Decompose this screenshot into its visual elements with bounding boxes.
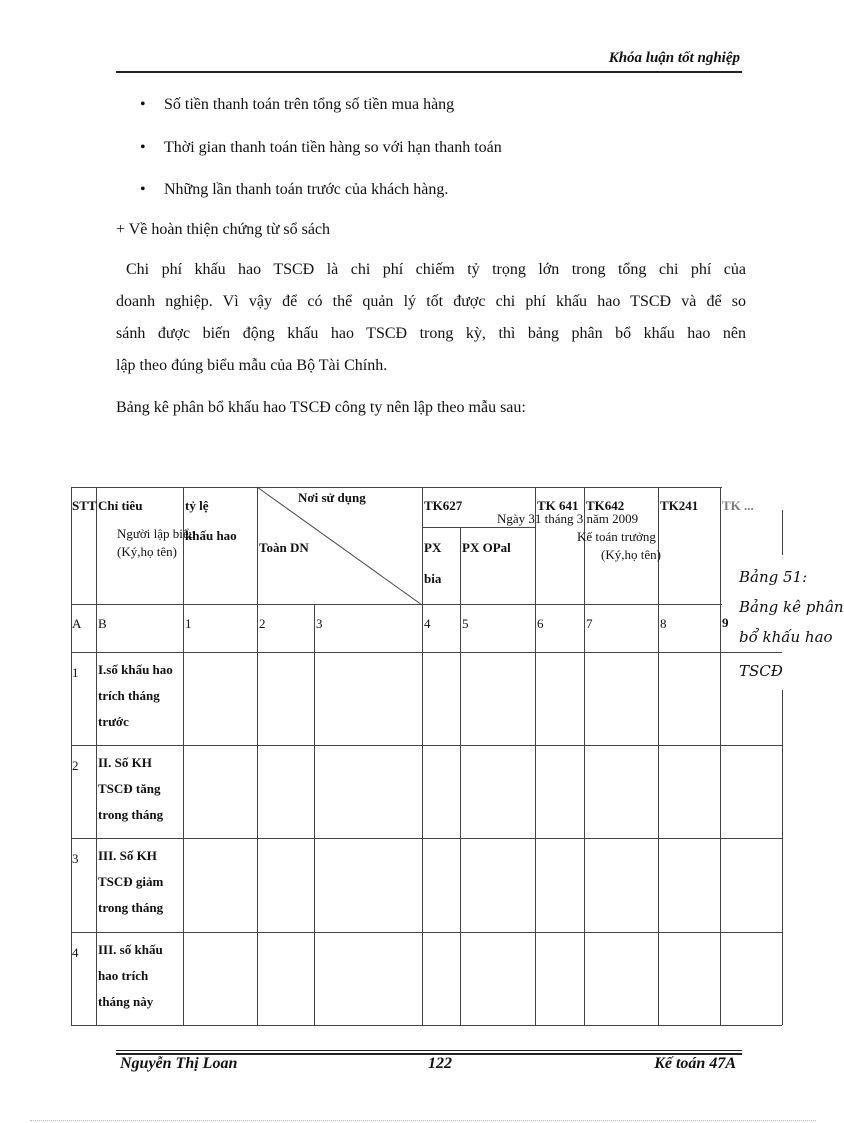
table-col-line — [535, 487, 536, 1025]
table-col-line — [782, 510, 783, 555]
header-ty-le: tỷ lệ — [185, 498, 209, 513]
header-stt: STT — [72, 498, 97, 513]
header-px-opal: PX OPal — [462, 540, 511, 555]
header-tk642: TK642 — [586, 498, 625, 513]
row-label-line: TSCĐ tăng — [98, 781, 161, 796]
col-code: 3 — [316, 616, 323, 631]
signature-date: Ngày 31 tháng 3 năm 2009 — [497, 511, 639, 526]
signature-chief-accountant-note: (Ký,họ tên) — [601, 547, 661, 562]
table-rule — [71, 652, 782, 653]
bullet-text: Thời gian thanh toán tiền hàng so với hạn thanh toán — [164, 139, 502, 156]
col-code: 7 — [586, 616, 593, 631]
row-label-line: trong tháng — [98, 900, 164, 915]
row-label-line: TSCĐ giảm — [98, 874, 164, 889]
caption-line-2: Bảng kê phân — [739, 598, 844, 616]
footer-rule — [116, 1050, 742, 1051]
col-code: 5 — [462, 616, 469, 631]
paragraph-line-2: doanh nghiệp. Vì vậy để có thể quản lý tốt được chi phí khấu hao TSCĐ và để so — [116, 293, 746, 310]
header-tk641: TK 641 — [537, 498, 579, 513]
table-rule — [71, 1025, 782, 1026]
row-label-line: trong tháng — [98, 807, 164, 822]
table-col-line — [183, 487, 184, 1025]
table-col-line — [782, 690, 783, 1025]
table-col-line — [460, 527, 461, 1025]
paragraph-line-3: sánh được biến động khấu hao TSCĐ trong kỳ, thì bảng phân bổ khấu hao nên — [116, 325, 746, 342]
bullet-icon: • — [140, 181, 146, 198]
bullet-text: Những lần thanh toán trước của khách hàng. — [164, 181, 449, 198]
table-rule — [71, 932, 782, 933]
header-tk627: TK627 — [424, 498, 463, 513]
bullet-text: Số tiền thanh toán trên tổng số tiền mua hàng — [164, 96, 455, 113]
row-label-line: II. Số KH — [98, 755, 152, 770]
col-code: 1 — [185, 616, 192, 631]
signature-preparer-note: (Ký,họ tên) — [117, 544, 177, 559]
row-stt: 3 — [72, 851, 79, 866]
signature-preparer: Người lập biểu — [117, 526, 196, 541]
col-code: 2 — [259, 616, 266, 631]
table-rule — [71, 838, 782, 839]
signature-chief-accountant: Kế toán trưởng — [577, 529, 656, 544]
col-code: B — [98, 616, 107, 631]
row-stt: 4 — [72, 945, 79, 960]
footer-page-number: 122 — [428, 1055, 452, 1072]
caption-line-3: bổ khấu hao — [739, 628, 833, 646]
col-code: 9 — [722, 615, 729, 630]
header-noi-su-dung: Nơi sử dụng — [298, 490, 366, 505]
table-col-line — [422, 487, 423, 1025]
document-header-title: Khóa luận tốt nghiệp — [608, 50, 740, 66]
header-toan-dn: Toàn DN — [259, 540, 309, 555]
caption-line-4: TSCĐ — [739, 662, 783, 680]
table-rule — [71, 745, 782, 746]
row-label-line: hao trích — [98, 968, 149, 983]
header-tk-cut: TK ... — [722, 498, 754, 513]
col-code: 4 — [424, 616, 431, 631]
caption-line-1: Bảng 51: — [739, 568, 808, 586]
table-intro: Bảng kê phân bổ khấu hao TSCĐ công ty nên lập theo mẫu sau: — [116, 399, 526, 416]
table-col-line — [584, 487, 585, 1025]
bullet-icon: • — [140, 96, 146, 113]
header-px-bia-1: PX — [424, 540, 442, 555]
row-label-line: III. Số KH — [98, 848, 157, 863]
table-col-line — [96, 487, 97, 1025]
table-col-line — [314, 604, 315, 1025]
row-label-line: I.số khấu hao — [98, 662, 173, 677]
row-label-line: tháng này — [98, 994, 154, 1009]
row-label-line: trích tháng — [98, 688, 160, 703]
footer-class: Kế toán 47A — [654, 1055, 736, 1072]
header-khau-hao: khấu hao — [185, 528, 237, 543]
row-label-line: trước — [98, 714, 129, 729]
row-stt: 2 — [72, 758, 79, 773]
col-code: 6 — [537, 616, 544, 631]
table-col-line — [658, 487, 659, 1025]
col-code: 8 — [660, 616, 667, 631]
footer-author: Nguyễn Thị Loan — [120, 1055, 238, 1072]
col-code: A — [72, 616, 82, 631]
header-px-bia-2: bia — [424, 571, 442, 586]
bullet-icon: • — [140, 139, 146, 156]
row-stt: 1 — [72, 665, 79, 680]
header-chi-tieu: Chỉ tiêu — [98, 498, 143, 513]
row-label-line: III. số khấu — [98, 942, 163, 957]
header-tk241: TK241 — [660, 498, 699, 513]
page-edge — [30, 1120, 816, 1121]
table-col-line — [720, 487, 721, 1025]
section-heading: + Về hoàn thiện chứng từ sổ sách — [116, 221, 331, 238]
paragraph-line-1: Chi phí khấu hao TSCĐ là chi phí chiếm tỷ trọng lớn trong tổng chi phí của — [126, 261, 746, 278]
paragraph-line-4: lập theo đúng biểu mẫu của Bộ Tài Chính. — [116, 357, 388, 374]
